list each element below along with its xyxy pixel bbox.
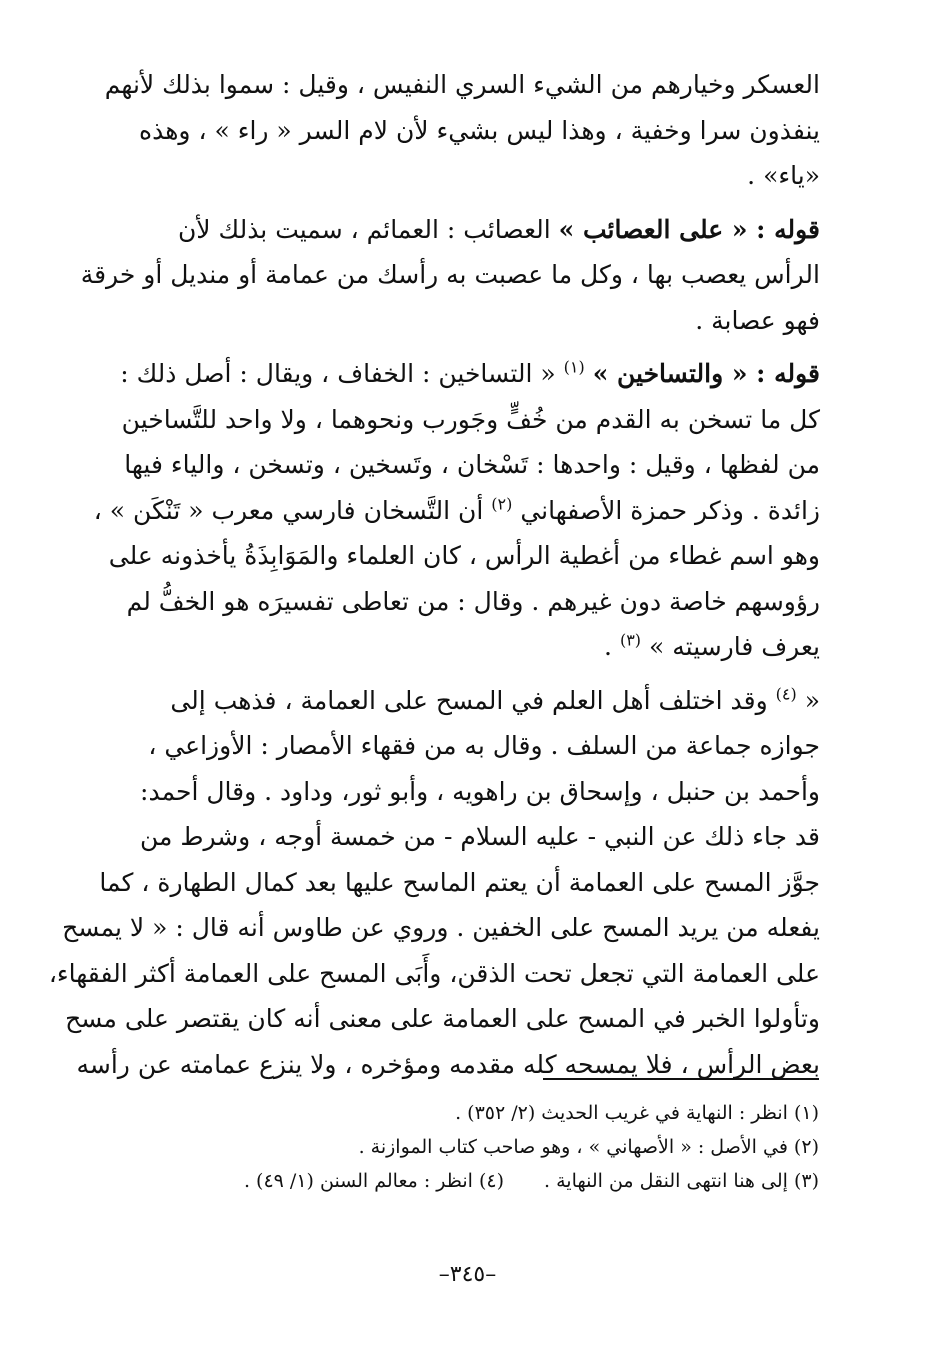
text-line: العسكر وخيارهم من الشيء السري النفيس ، وقيل : سموا بذلك لأنهم (104, 70, 820, 99)
footnotes (129, 1096, 819, 1198)
page-body (48, 62, 820, 1087)
footnote-ref: (٢) (491, 494, 513, 514)
text-line: فهو عصابة . (695, 305, 820, 335)
text-line: ينفذون سرا وخفية ، وهذا ليس بشيء لأن لام السر « راء » ، وهذه (139, 115, 820, 145)
text-run: « التساخين : الخفاف ، ويقال : أصل ذلك : (120, 359, 564, 388)
text-line: بعض الرأس ، فلا يمسحه كله مقدمه ومؤخره ، ولا ينزع عمامته عن رأسه (76, 1049, 820, 1079)
text-line (130, 678, 820, 724)
text-line: من لفظها ، وقيل : واحدها : تَسْخان ، وتَسخين ، وتسخن ، والياء فيها (124, 450, 820, 479)
paragraph-1 (104, 62, 820, 199)
text-run: « (796, 685, 820, 715)
paragraph-3 (93, 351, 820, 670)
text-line: وتأولوا الخبر في المسح على العمامة على معنى أنه كان يقتصر على مسح (65, 1004, 820, 1033)
paragraph-4 (48, 678, 820, 1088)
text-run: زائدة . وذكر حمزة الأصفهاني (520, 495, 820, 525)
text-line: وهو اسم غطاء من أغطية الرأس ، كان العلماء والمَوَابِذَةُ يأخذونه على (108, 541, 820, 570)
text-run: العصائب : العمائم ، سميت بذلك لأن (177, 214, 559, 244)
lead-phrase: قوله : « على العصائب » (558, 214, 820, 244)
footnote-ref: (١) (563, 357, 585, 377)
text-line: قد جاء ذلك عن النبي - عليه السلام - من خمسة أوجه ، وشرط من (139, 822, 820, 851)
paragraph-2 (80, 207, 820, 344)
text-line (130, 207, 820, 253)
text-line: الرأس يعصب بها ، وكل ما عصبت به رأسك من عمامة أو منديل أو خرقة (80, 260, 820, 289)
text-line (93, 488, 820, 534)
footnote-row (129, 1164, 819, 1198)
text-line: جوَّز المسح على العمامة أن يعتم الماسح عليها بعد كمال الطهارة ، كما (99, 867, 820, 897)
text-line: وأحمد بن حنبل ، وإسحاق بن راهويه ، وأبو ثور، وداود . وقال أحمد: (140, 776, 820, 806)
text-line (130, 624, 820, 670)
text-run: وقد اختلف أهل العلم في المسح على العمامة ، فذهب إلى (170, 685, 776, 715)
footnote-item: (٢) في الأصل : « الأصهاني » ، وهو صاحب كتاب الموازنة . (358, 1136, 819, 1158)
footnote-ref: (٣) (619, 630, 642, 650)
text-run: . (604, 632, 620, 661)
footnote-item: (٣) إلى هنا انتهى النقل من النهاية . (544, 1170, 819, 1192)
page-number: –٣٤٥– (438, 1262, 497, 1287)
footnote-item: (١) انظر : النهاية في غريب الحديث (٢/ ٣٥٢) . (455, 1102, 819, 1124)
footnote-divider (543, 1078, 819, 1080)
text-line: كل ما تسخن به القدم من خُفٍّ وجَورب ونحوهما ، ولا واحد للتَّساخين (121, 404, 820, 434)
footnote-item: (٤) انظر : معالم السنن (١/ ٤٩) . (243, 1170, 505, 1192)
text-run: يعرف فارسيته » (649, 632, 820, 661)
text-line (120, 351, 820, 397)
text-line: على العمامة التي تجعل تحت الذقن، وأَبَى المسح على العمامة أكثر الفقهاء، (48, 958, 820, 988)
text-run: أن التَّسخان فارسي معرب « تَنْكَن » ، (93, 495, 492, 525)
footnote-ref: (٤) (775, 684, 797, 704)
text-line: رؤوسهم خاصة دون غيرهم . وقال : من تعاطى تفسيرَه هو الخفُّ لم (126, 586, 820, 616)
text-line: يفعله من يريد المسح على الخفين . وروي عن طاوس أنه قال : « لا يمسح (62, 913, 820, 942)
lead-phrase: قوله : « والتساخين » (592, 359, 820, 388)
text-line: جوازه جماعة من السلف . وقال به من فقهاء الأمصار : الأوزاعي ، (148, 731, 820, 760)
text-line: «ياء» . (747, 161, 820, 190)
